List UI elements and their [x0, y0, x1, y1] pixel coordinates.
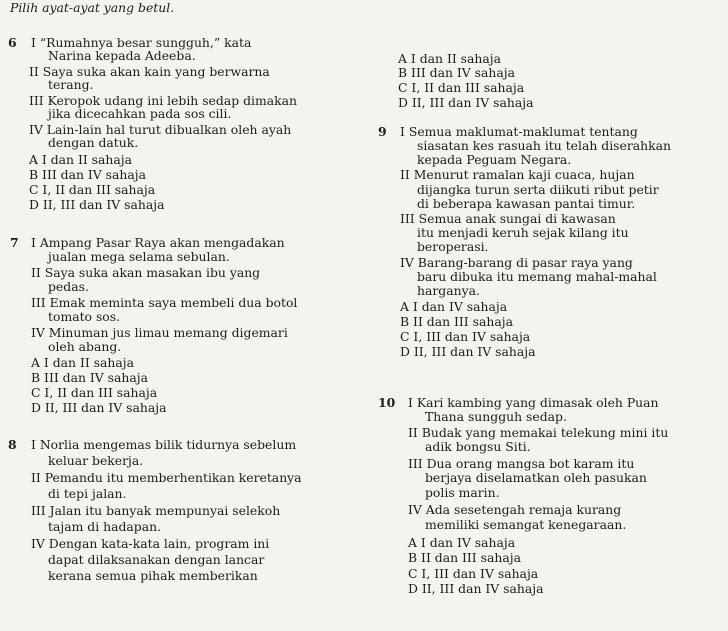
question-line: 10 [378, 395, 396, 410]
question-line: oleh abang. [48, 339, 122, 354]
question-line: III Semua anak sungai di kawasan [400, 211, 616, 226]
question-line: dapat dilaksanakan dengan lancar [48, 552, 265, 567]
question-line: 7 [10, 235, 19, 250]
question-line: D II, III dan IV sahaja [398, 95, 534, 110]
question-line: I “Rumahnya besar sungguh,” kata [31, 35, 252, 50]
question-line: itu menjadi keruh sejak kilang itu [417, 225, 629, 240]
question-line: kepada Peguam Negara. [417, 152, 572, 167]
question-line: IV Dengan kata-kata lain, program ini [31, 536, 270, 551]
question-line: D II, III dan IV sahaja [31, 400, 167, 415]
question-line: IV Barang-barang di pasar raya yang [400, 255, 633, 270]
question-line: I Norlia mengemas bilik tidurnya sebelum [31, 437, 297, 452]
question-line: siasatan kes rasuah itu telah diserahkan [417, 138, 672, 153]
question-line: 6 [8, 35, 17, 50]
question-line: adik bongsu Siti. [425, 439, 531, 454]
question-line: A I dan II sahaja [398, 51, 502, 66]
question-line: IV Lain-lain hal turut dibualkan oleh ayah [29, 122, 292, 137]
question-line: dijangka turun serta diikuti ribut petir [417, 182, 659, 197]
question-line: di tepi jalan. [48, 486, 127, 501]
question-line: II Menurut ramalan kaji cuaca, hujan [400, 167, 635, 182]
question-line: I Ampang Pasar Raya akan mengadakan [31, 235, 285, 250]
question-line: B III dan IV sahaja [31, 370, 149, 385]
question-line: baru dibuka itu memang mahal-mahal [417, 269, 657, 284]
question-line: keluar bekerja. [48, 453, 144, 468]
question-line: C I, III dan IV sahaja [400, 329, 531, 344]
question-line: Thana sungguh sedap. [425, 409, 567, 424]
question-line: A I dan II sahaja [29, 152, 133, 167]
question-line: jualan mega selama sebulan. [48, 249, 230, 264]
question-line: III Emak meminta saya membeli dua botol [31, 295, 298, 310]
question-line: III Jalan itu banyak mempunyai selekoh [31, 503, 281, 518]
question-line: tomato sos. [48, 309, 121, 324]
question-line: 8 [8, 437, 17, 452]
question-line: D II, III dan IV sahaja [29, 197, 165, 212]
question-line: B II dan III sahaja [408, 550, 521, 565]
question-line: pedas. [48, 279, 89, 294]
question-line: IV Minuman jus limau memang digemari [31, 325, 288, 340]
question-line: IV Ada sesetengah remaja kurang [408, 502, 622, 517]
question-line: tajam di hadapan. [48, 519, 162, 534]
question-line: II Pemandu itu memberhentikan keretanya [31, 470, 302, 485]
question-line: memiliki semangat kenegaraan. [425, 517, 627, 532]
question-line: dengan datuk. [48, 135, 139, 150]
question-line: D II, III dan IV sahaja [408, 581, 544, 596]
question-line: II Saya suka akan masakan ibu yang [31, 265, 261, 280]
question-line: terang. [48, 77, 94, 92]
question-line: polis marin. [425, 485, 500, 500]
question-line: I Semua maklumat-maklumat tentang [400, 124, 638, 139]
question-line: A I dan IV sahaja [400, 299, 508, 314]
question-line: I Kari kambing yang dimasak oleh Puan [408, 395, 659, 410]
question-line: di beberapa kawasan pantai timur. [417, 196, 636, 211]
question-line: C I, II dan III sahaja [398, 80, 525, 95]
question-line: II Budak yang memakai telekung mini itu [408, 425, 669, 440]
question-line: A I dan II sahaja [31, 355, 135, 370]
question-line: III Dua orang mangsa bot karam itu [408, 456, 635, 471]
question-line: beroperasi. [417, 239, 489, 254]
question-line: B III dan IV sahaja [29, 167, 147, 182]
question-line: C I, II dan III sahaja [31, 385, 158, 400]
question-line: berjaya diselamatkan oleh pasukan [425, 470, 647, 485]
question-line: B III dan IV sahaja [398, 65, 516, 80]
question-line: C I, III dan IV sahaja [408, 566, 539, 581]
question-line: III Keropok udang ini lebih sedap dimakan [29, 93, 297, 108]
question-line: jika dicecahkan pada sos cili. [48, 106, 232, 121]
question-line: B II dan III sahaja [400, 314, 513, 329]
question-line: D II, III dan IV sahaja [400, 344, 536, 359]
question-line: harganya. [417, 283, 480, 298]
instruction-text: Pilih ayat-ayat yang betul. [10, 0, 175, 15]
question-line: Narina kepada Adeeba. [48, 48, 196, 63]
question-line: A I dan IV sahaja [408, 535, 516, 550]
question-line: kerana semua pihak memberikan [48, 568, 258, 583]
question-line: C I, II dan III sahaja [29, 182, 156, 197]
question-line: 9 [378, 124, 387, 139]
question-line: II Saya suka akan kain yang berwarna [29, 64, 270, 79]
